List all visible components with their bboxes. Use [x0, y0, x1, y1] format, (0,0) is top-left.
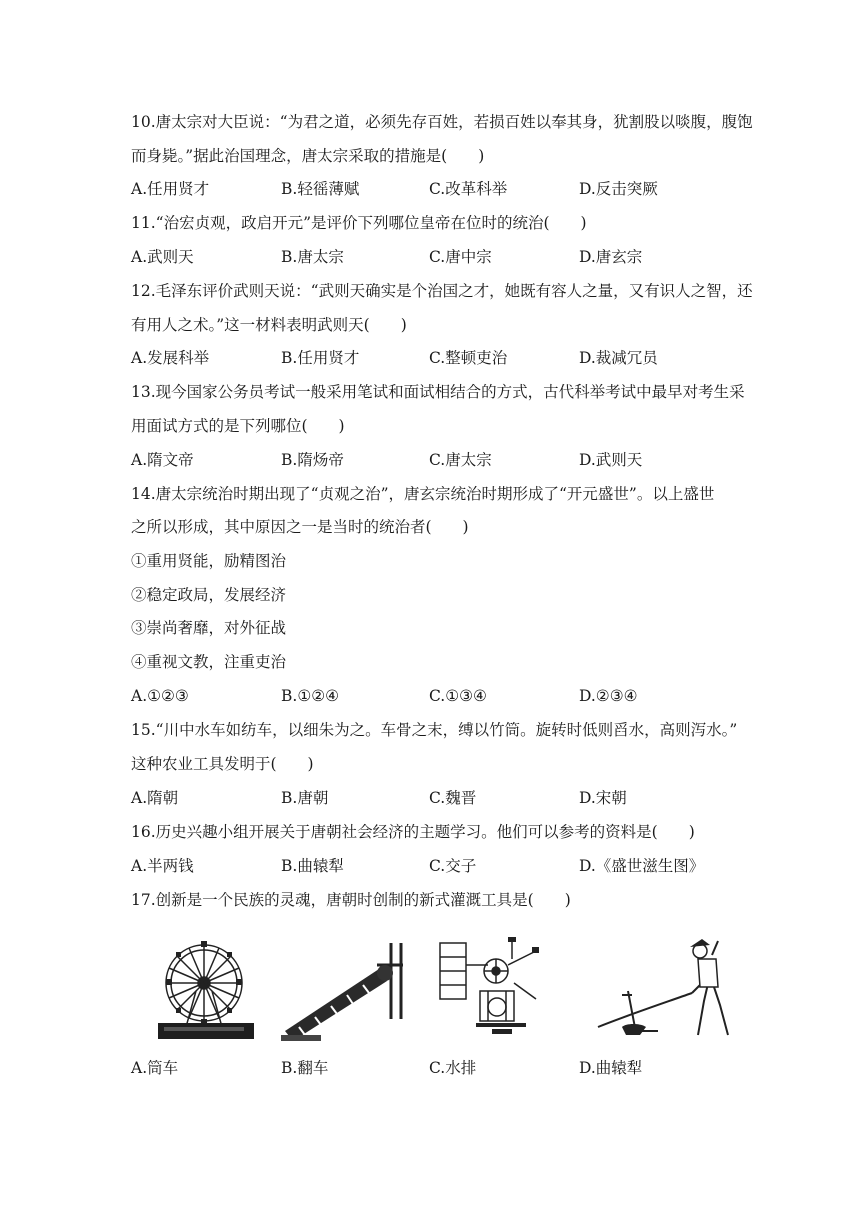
question-11-options: [131, 246, 751, 268]
question-12-options: [131, 347, 751, 369]
question-15-line-2: 这种农业工具发明于( ): [131, 755, 314, 773]
water-powered-bellows-icon: [436, 935, 546, 1043]
option-b[interactable]: B.任用贤才: [281, 349, 360, 367]
option-b[interactable]: B.唐朝: [281, 789, 329, 807]
question-14-line-2: 之所以形成，其中原因之一是当时的统治者( ): [131, 518, 469, 536]
option-d[interactable]: D.②③④: [579, 687, 638, 705]
question-12-line-1: 12.毛泽东评价武则天说：“武则天确实是个治国之才，她既有容人之量，又有识人之智，还: [131, 282, 753, 300]
option-d[interactable]: D.《盛世滋生图》: [579, 857, 705, 875]
option-b[interactable]: B.唐太宗: [281, 248, 344, 266]
question-10-line-2: 而身毙。”据此治国理念，唐太宗采取的措施是( ): [131, 147, 485, 165]
question-14-item-2: ②稳定政局，发展经济: [131, 586, 287, 604]
question-13-options: [131, 449, 751, 471]
question-16-line-1: 16.历史兴趣小组开展关于唐朝社会经济的主题学习。他们可以参考的资料是( ): [131, 823, 695, 841]
option-c[interactable]: C.交子: [429, 857, 477, 875]
question-14-item-1: ①重用贤能，励精图治: [131, 552, 287, 570]
question-17-options: [131, 1057, 751, 1079]
option-a[interactable]: A.①②③: [131, 687, 189, 705]
question-13-line-2: 用面试方式的是下列哪位( ): [131, 417, 345, 435]
question-12-line-2: 有用人之术。”这一材料表明武则天( ): [131, 316, 407, 334]
option-c[interactable]: C.唐中宗: [429, 248, 492, 266]
option-a[interactable]: A.隋文帝: [131, 451, 194, 469]
option-c[interactable]: C.①③④: [429, 687, 487, 705]
curved-shaft-plow-icon: [588, 935, 740, 1043]
question-10-line-1: 10.唐太宗对大臣说：“为君之道，必须先存百姓，若损百姓以奉其身，犹割股以啖腹，腹饱: [131, 113, 753, 131]
option-c[interactable]: C.唐太宗: [429, 451, 492, 469]
question-14-item-4: ④重视文教，注重吏治: [131, 653, 287, 671]
option-d[interactable]: D.裁减冗员: [579, 349, 658, 367]
option-c[interactable]: C.魏晋: [429, 789, 477, 807]
waterwheel-icon: [156, 935, 256, 1043]
question-15-options: [131, 787, 751, 809]
question-11-line-1: 11.“治宏贞观，政启开元”是评价下列哪位皇帝在位时的统治( ): [131, 214, 587, 232]
question-14-line-1: 14.唐太宗统治时期出现了“贞观之治”，唐玄宗统治时期形成了“开元盛世”。以上盛世: [131, 485, 715, 503]
option-c[interactable]: C.改革科举: [429, 180, 508, 198]
option-a[interactable]: A.半两钱: [131, 857, 194, 875]
option-d[interactable]: D.宋朝: [579, 789, 627, 807]
question-14-options: [131, 685, 751, 707]
option-c[interactable]: C.整顿吏治: [429, 349, 508, 367]
option-d[interactable]: D.武则天: [579, 451, 643, 469]
question-13-line-1: 13.现今国家公务员考试一般采用笔试和面试相结合的方式，古代科举考试中最早对考生采: [131, 383, 745, 401]
option-a[interactable]: A.筒车: [131, 1059, 179, 1077]
dragon-backbone-pump-icon: [279, 935, 409, 1043]
question-10-options: [131, 178, 751, 200]
option-a[interactable]: A.任用贤才: [131, 180, 210, 198]
question-16-options: [131, 855, 751, 877]
option-b[interactable]: B.隋炀帝: [281, 451, 344, 469]
question-15-line-1: 15.“川中水车如纺车，以细朱为之。车骨之末，缚以竹筒。旋转时低则舀水，高则泻水。”: [131, 721, 738, 739]
option-a[interactable]: A.武则天: [131, 248, 194, 266]
option-d[interactable]: D.唐玄宗: [579, 248, 643, 266]
option-d[interactable]: D.曲辕犁: [579, 1059, 643, 1077]
option-c[interactable]: C.水排: [429, 1059, 477, 1077]
option-b[interactable]: B.①②④: [281, 687, 340, 705]
option-d[interactable]: D.反击突厥: [579, 180, 658, 198]
question-17-line-1: 17.创新是一个民族的灵魂，唐朝时创制的新式灌溉工具是( ): [131, 891, 571, 909]
question-14-item-3: ③崇尚奢靡，对外征战: [131, 619, 287, 637]
option-b[interactable]: B.轻徭薄赋: [281, 180, 360, 198]
option-b[interactable]: B.曲辕犁: [281, 857, 344, 875]
option-a[interactable]: A.隋朝: [131, 789, 179, 807]
option-a[interactable]: A.发展科举: [131, 349, 210, 367]
option-b[interactable]: B.翻车: [281, 1059, 329, 1077]
